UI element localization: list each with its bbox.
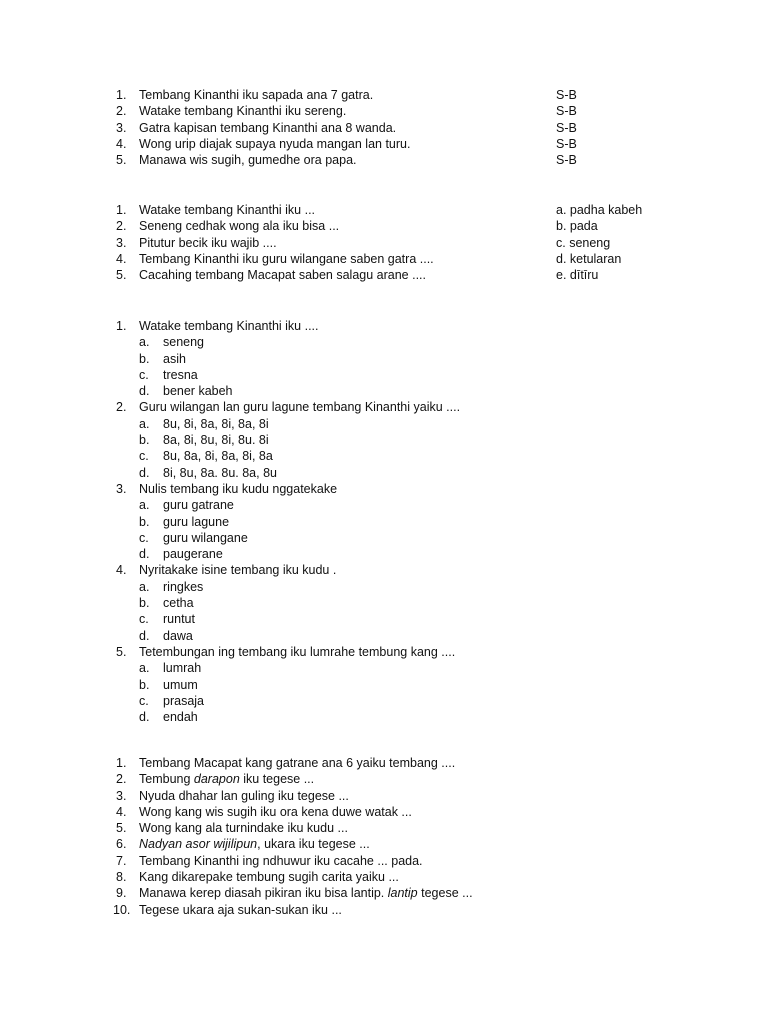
- item-text: Manawa wis sugih, gumedhe ora papa.: [139, 153, 357, 168]
- list-item: [0, 869, 768, 885]
- item-text: [139, 788, 349, 804]
- option-text: 8a, 8i, 8u, 8i, 8u. 8i: [163, 433, 269, 448]
- option-row: [0, 628, 768, 644]
- option-letter: a.: [139, 661, 150, 676]
- item-number: 4.: [116, 136, 127, 151]
- option-letter: a.: [139, 416, 150, 431]
- option-letter: b.: [139, 596, 150, 611]
- item-number: 1.: [116, 756, 127, 770]
- item-text: [139, 836, 370, 852]
- option-letter: b.: [139, 514, 150, 529]
- item-text: [139, 820, 348, 836]
- match-option: b. pada: [556, 219, 598, 234]
- item-number: 7.: [116, 853, 127, 868]
- list-item: [0, 902, 768, 918]
- option-text: runtut: [163, 612, 195, 627]
- option-letter: d.: [139, 628, 150, 643]
- text-part: Wong kang ala turnindake iku kudu ...: [139, 821, 348, 836]
- question-number: 2.: [116, 400, 127, 415]
- item-number: 3.: [116, 235, 127, 250]
- list-item: [0, 152, 768, 168]
- text-part: Tembung: [139, 772, 194, 787]
- option-letter: b.: [139, 351, 150, 366]
- item-text: Tembang Kinanthi iku sapada ana 7 gatra.: [139, 88, 374, 102]
- text-part: Tegese ukara aja sukan-sukan iku ...: [139, 902, 342, 917]
- option-letter: d.: [139, 710, 150, 725]
- italic-text-part: darapon: [193, 772, 240, 787]
- item-number: 6.: [116, 837, 127, 852]
- item-text: Tembang Kinanthi iku guru wilangane saben gatra ....: [139, 251, 434, 266]
- list-item: [0, 771, 768, 787]
- option-text: dawa: [163, 628, 193, 643]
- question-text: Tetembungan ing tembang iku lumrahe tembung kang ....: [139, 644, 456, 659]
- question-number: 4.: [116, 563, 127, 578]
- text-part: Kang dikarepake tembung sugih carita yaiku ...: [139, 870, 399, 885]
- item-text: Gatra kapisan tembang Kinanthi ana 8 wanda.: [139, 120, 397, 135]
- item-number: 2.: [116, 104, 127, 119]
- option-text: seneng: [163, 335, 205, 350]
- option-text: umum: [163, 677, 198, 692]
- text-part: Tembang Kinanthi ing ndhuwur iku cacahe ... pada.: [139, 853, 423, 868]
- option-text: asih: [163, 351, 186, 366]
- question-row: [0, 399, 768, 415]
- option-row: [0, 611, 768, 627]
- list-item: [0, 136, 768, 152]
- option-row: [0, 595, 768, 611]
- item-text: [139, 885, 473, 901]
- option-row: [0, 416, 768, 432]
- option-text: endah: [163, 710, 198, 725]
- item-number: 2.: [116, 219, 127, 234]
- option-row: [0, 465, 768, 481]
- list-item: [0, 251, 768, 267]
- item-text: [139, 869, 399, 885]
- option-letter: a.: [139, 498, 150, 513]
- option-row: [0, 693, 768, 709]
- option-letter: a.: [139, 579, 150, 594]
- question-number: 5.: [116, 644, 127, 659]
- text-part: tegese ...: [417, 886, 473, 901]
- option-letter: d.: [139, 384, 150, 399]
- option-text: lumrah: [163, 661, 202, 676]
- item-number: 9.: [116, 886, 127, 901]
- text-part: , ukara iku tegese ...: [257, 837, 370, 852]
- option-letter: c.: [139, 693, 149, 708]
- question-text: Nulis tembang iku kudu nggatekake: [139, 481, 338, 496]
- list-item: [0, 820, 768, 836]
- italic-text-part: lantip: [387, 886, 418, 901]
- match-option: c. seneng: [556, 235, 611, 250]
- option-letter: a.: [139, 335, 150, 350]
- option-row: [0, 497, 768, 513]
- list-item: [0, 267, 768, 283]
- text-part: Tembang Macapat kang gatrane ana 6 yaiku tembang ....: [139, 756, 456, 770]
- option-letter: c.: [139, 612, 149, 627]
- option-row: [0, 383, 768, 399]
- question-text: Watake tembang Kinanthi iku ....: [139, 319, 319, 333]
- option-text: tresna: [163, 367, 198, 382]
- text-part: Nyuda dhahar lan guling iku tegese ...: [139, 788, 349, 803]
- option-letter: d.: [139, 547, 150, 562]
- item-number: 1.: [116, 88, 127, 102]
- list-item: [0, 202, 768, 218]
- option-text: 8u, 8a, 8i, 8a, 8i, 8a: [163, 449, 273, 464]
- text-part: Manawa kerep diasah pikiran iku bisa lantip.: [139, 886, 388, 901]
- option-row: [0, 334, 768, 350]
- option-letter: c.: [139, 530, 149, 545]
- option-text: 8i, 8u, 8a. 8u. 8a, 8u: [163, 465, 277, 480]
- question-row: [0, 644, 768, 660]
- option-text: bener kabeh: [163, 384, 233, 399]
- option-text: prasaja: [163, 693, 204, 708]
- answer-choice: S-B: [556, 120, 577, 135]
- option-row: [0, 709, 768, 725]
- text-part: iku tegese ...: [239, 772, 315, 787]
- item-text: [139, 902, 342, 918]
- option-row: [0, 432, 768, 448]
- option-row: [0, 514, 768, 530]
- option-letter: b.: [139, 433, 150, 448]
- option-text: 8u, 8i, 8a, 8i, 8a, 8i: [163, 416, 269, 431]
- item-number: 5.: [116, 821, 127, 836]
- multiple-choice-section: [0, 318, 768, 725]
- item-number: 3.: [116, 788, 127, 803]
- question-text: Guru wilangan lan guru lagune tembang Kinanthi yaiku ....: [139, 400, 461, 415]
- list-item: [0, 235, 768, 251]
- option-row: [0, 579, 768, 595]
- item-number: 5.: [116, 268, 127, 283]
- option-text: guru wilangane: [163, 530, 248, 545]
- option-row: [0, 660, 768, 676]
- true-false-section: [0, 87, 768, 168]
- item-number: 8.: [116, 870, 127, 885]
- option-letter: c.: [139, 367, 149, 382]
- item-number: 1.: [116, 203, 127, 217]
- question-text: Nyritakake isine tembang iku kudu .: [139, 563, 337, 578]
- option-text: paugerane: [163, 547, 223, 562]
- list-item: [0, 120, 768, 136]
- essay-section: [0, 755, 768, 918]
- match-option: a. padha kabeh: [556, 203, 643, 217]
- list-item: [0, 87, 768, 103]
- list-item: [0, 853, 768, 869]
- list-item: [0, 788, 768, 804]
- option-text: ringkes: [163, 579, 204, 594]
- option-letter: c.: [139, 449, 149, 464]
- option-row: [0, 530, 768, 546]
- item-text: Seneng cedhak wong ala iku bisa ...: [139, 219, 340, 234]
- item-text: [139, 804, 412, 820]
- answer-choice: S-B: [556, 153, 577, 168]
- item-text: Watake tembang Kinanthi iku ...: [139, 203, 316, 217]
- option-text: guru gatrane: [163, 498, 234, 513]
- match-option: d. ketularan: [556, 251, 622, 266]
- question-row: [0, 481, 768, 497]
- answer-choice: S-B: [556, 104, 577, 119]
- item-number: 4.: [116, 251, 127, 266]
- match-option: e. dītīru: [556, 268, 599, 283]
- list-item: [0, 836, 768, 852]
- option-row: [0, 677, 768, 693]
- item-number: 2.: [116, 772, 127, 787]
- option-row: [0, 448, 768, 464]
- question-row: [0, 562, 768, 578]
- matching-section: [0, 202, 768, 283]
- text-part: Wong kang wis sugih iku ora kena duwe watak ...: [139, 804, 412, 819]
- italic-text-part: Nadyan asor wijilipun: [139, 837, 258, 852]
- item-number: 3.: [116, 120, 127, 135]
- option-row: [0, 546, 768, 562]
- item-text: Cacahing tembang Macapat saben salagu arane ....: [139, 268, 426, 283]
- list-item: [0, 218, 768, 234]
- question-number: 1.: [116, 319, 127, 333]
- option-text: cetha: [163, 596, 194, 611]
- item-text: [139, 755, 455, 771]
- list-item: [0, 885, 768, 901]
- option-letter: d.: [139, 465, 150, 480]
- list-item: [0, 103, 768, 119]
- option-row: [0, 367, 768, 383]
- answer-choice: S-B: [556, 136, 577, 151]
- option-letter: b.: [139, 677, 150, 692]
- item-text: Wong urip diajak supaya nyuda mangan lan turu.: [139, 136, 411, 151]
- question-number: 3.: [116, 481, 127, 496]
- answer-choice: S-B: [556, 88, 577, 102]
- list-item: [0, 804, 768, 820]
- option-row: [0, 351, 768, 367]
- item-number: 10.: [113, 902, 131, 917]
- item-text: Watake tembang Kinanthi iku sereng.: [139, 104, 347, 119]
- item-text: Pitutur becik iku wajib ....: [139, 235, 277, 250]
- item-text: [139, 771, 314, 787]
- list-item: [0, 755, 768, 771]
- question-row: [0, 318, 768, 334]
- item-text: [139, 853, 423, 869]
- option-text: guru lagune: [163, 514, 230, 529]
- item-number: 4.: [116, 804, 127, 819]
- item-number: 5.: [116, 153, 127, 168]
